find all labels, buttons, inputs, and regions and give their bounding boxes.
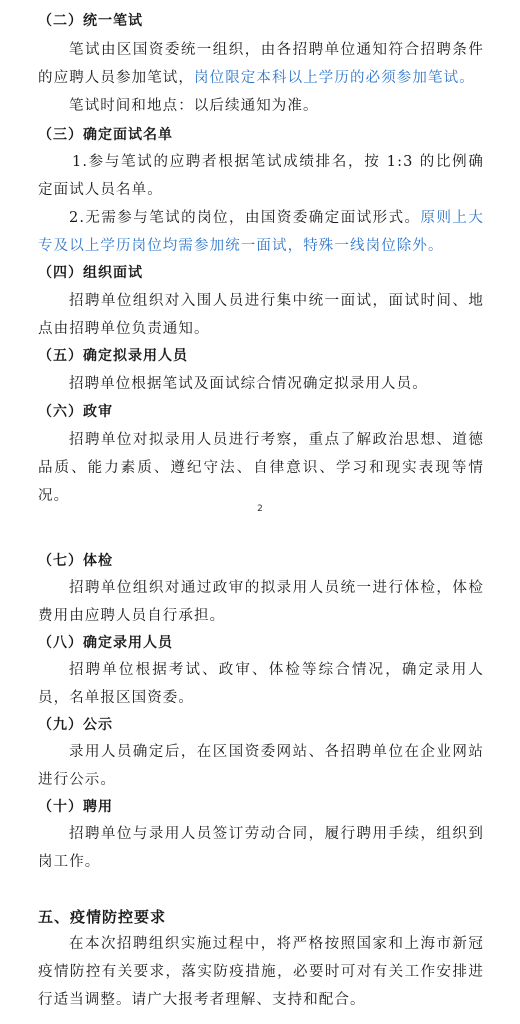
paragraph-interview: 招聘单位组织对入围人员进行集中统一面试，面试时间、地点由招聘单位负责通知。 [38,293,484,337]
paragraph-text: 笔试由区国资委统一组织，由各招聘单位通知符合招聘条件的应聘人员参加笔试， [38,42,484,86]
section-title-candidates: （五）确定拟录用人员 [38,348,188,364]
paragraph-employment: 招聘单位与录用人员签订劳动合同，履行聘用手续，组织到岗工作。 [38,826,484,870]
highlighted-text: 原则上大专及以上学历岗位均需参加统一面试，特殊一线岗位除外。 [38,210,484,254]
section-title-publicity: （九）公示 [38,717,113,733]
paragraph-epidemic: 在本次招聘组织实施过程中，将严格按照国家和上海市新冠疫情防控有关要求，落实防疫措施，必要时可对有关工作安排进行适当调整。请广大报考者理解、支持和配合。 [38,936,484,1008]
section-title-interview-list: （三）确定面试名单 [38,127,173,143]
paragraph-interview-ratio: 1.参与笔试的应聘者根据笔试成绩排名，按 1:3 的比例确定面试人员名单。 [38,154,484,198]
paragraph-hiring: 招聘单位根据考试、政审、体检等综合情况，确定录用人员，名单报区国资委。 [38,662,484,706]
page-number: 2 [257,504,263,514]
paragraph-publicity: 录用人员确定后，在区国资委网站、各招聘单位在企业网站进行公示。 [38,744,484,788]
highlighted-text: 岗位限定本科以上学历的必须参加笔试。 [194,70,475,86]
paragraph-exam-organization [38,36,484,92]
section-title-exam: （二）统一笔试 [38,13,143,29]
section-title-political-review: （六）政审 [38,404,113,420]
paragraph-exam-time: 笔试时间和地点：以后续通知为准。 [69,98,319,114]
paragraph-medical: 招聘单位组织对通过政审的拟录用人员统一进行体检，体检费用由应聘人员自行承担。 [38,580,484,624]
section-title-medical: （七）体检 [38,553,113,569]
section-title-employment: （十）聘用 [38,799,113,815]
section-title-hiring: （八）确定录用人员 [38,635,173,651]
paragraph-interview-form [38,204,484,260]
paragraph-text: 2.无需参与笔试的岗位，由国资委确定面试形式。 [69,210,421,226]
paragraph-political-review: 招聘单位对拟录用人员进行考察，重点了解政治思想、道德品质、能力素质、遵纪守法、自律意识、学习和现实表现等情况。 [38,432,484,504]
section-title-epidemic: 五、疫情防控要求 [38,908,167,926]
paragraph-candidates: 招聘单位根据笔试及面试综合情况确定拟录用人员。 [69,376,428,392]
section-title-interview: （四）组织面试 [38,265,143,281]
